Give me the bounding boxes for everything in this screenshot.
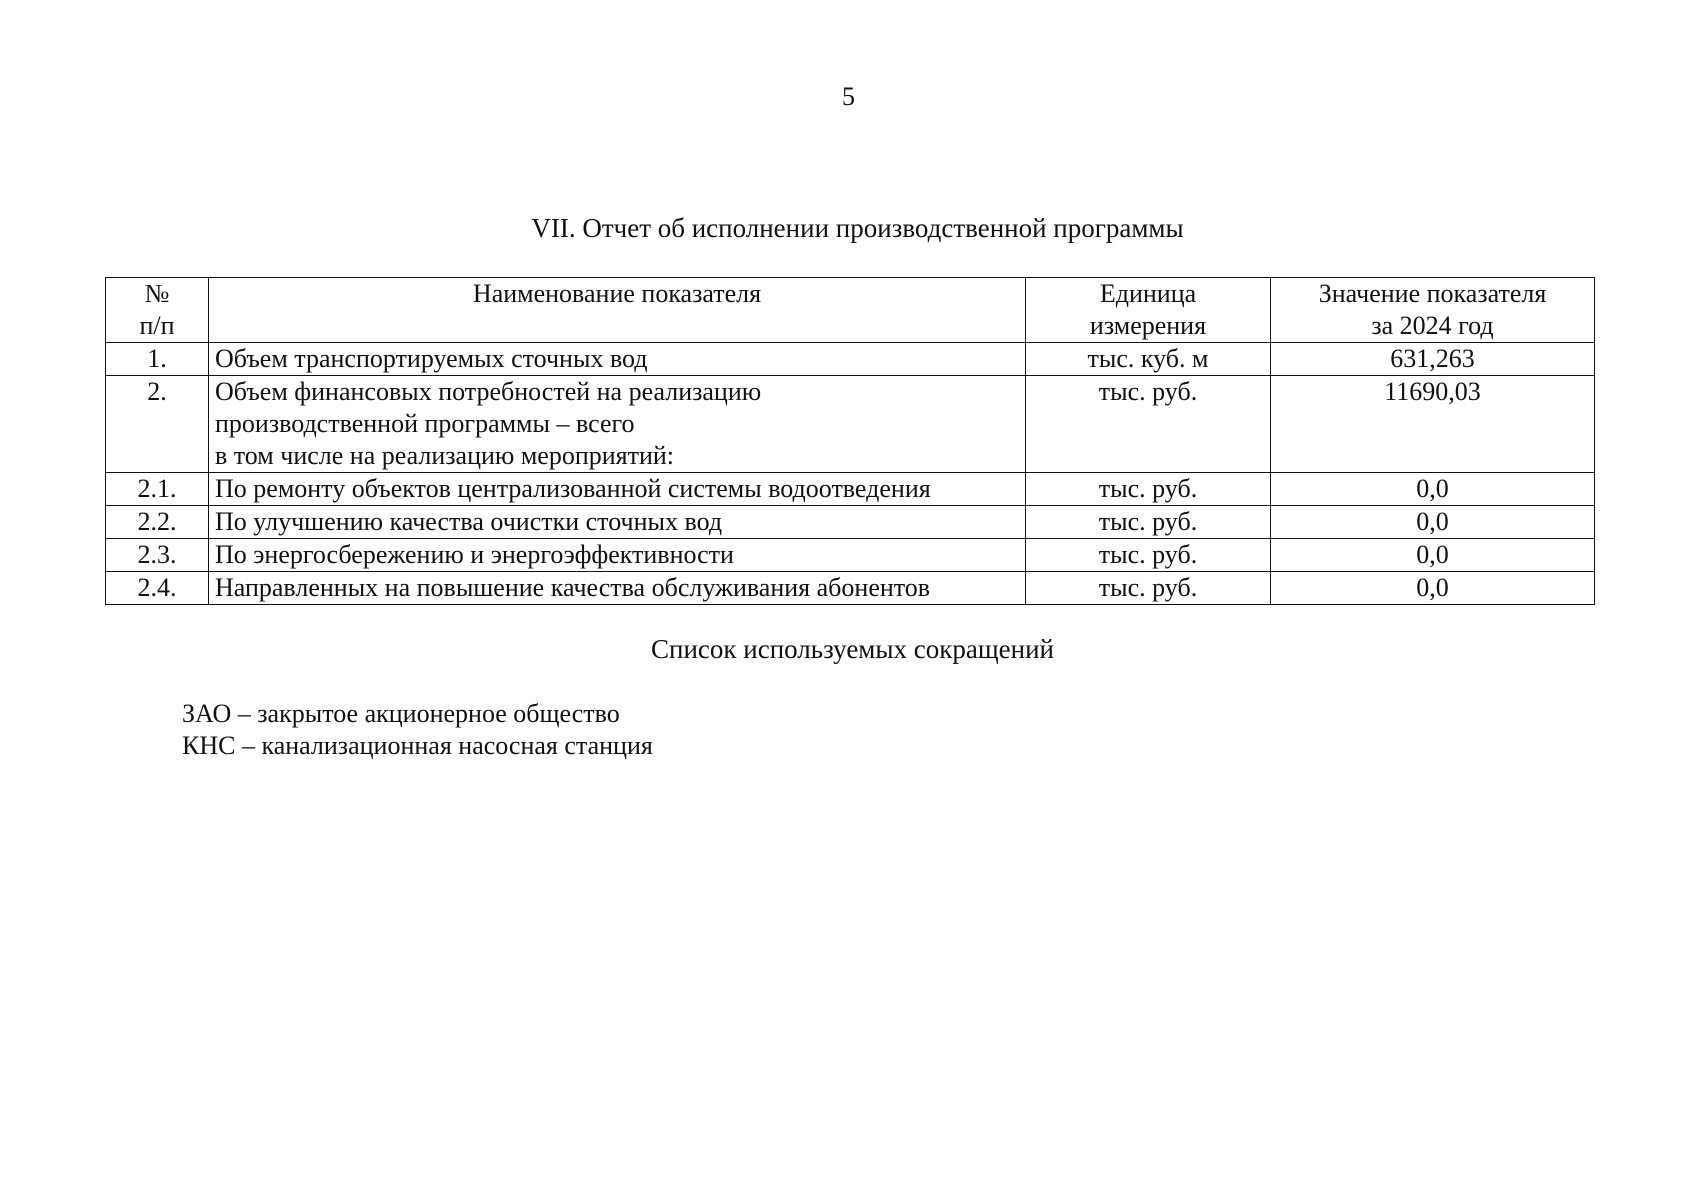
row-num: 1. [106, 343, 209, 376]
abbreviation-item: ЗАО – закрытое акционерное общество [182, 699, 620, 728]
row-name [209, 572, 1026, 605]
row-value: 0,0 [1271, 473, 1595, 506]
row-num: 2.4. [106, 572, 209, 605]
row-name [209, 539, 1026, 572]
row-name-line: Объем финансовых потребностей на реализацию [215, 377, 762, 406]
header-value-line2: за 2024 год [1371, 311, 1494, 340]
table-row [106, 376, 1595, 473]
row-name-line: Объем транспортируемых сточных вод [215, 344, 648, 373]
row-num: 2.2. [106, 506, 209, 539]
row-name [209, 376, 1026, 473]
row-value: 631,263 [1271, 343, 1595, 376]
table-header-row [106, 278, 1595, 343]
report-table [105, 277, 1595, 605]
header-value [1271, 278, 1595, 343]
abbreviation-item: КНС – канализационная насосная станция [182, 731, 653, 760]
header-unit-line1: Единица [1099, 279, 1197, 308]
row-num: 2. [106, 376, 209, 473]
row-name [209, 473, 1026, 506]
header-num-line1: № [144, 279, 170, 308]
row-num: 2.1. [106, 473, 209, 506]
row-value: 11690,03 [1271, 376, 1595, 473]
header-unit-line2: измерения [1089, 311, 1207, 340]
header-value-line1: Значение показателя [1318, 279, 1547, 308]
table-row [106, 473, 1595, 506]
abbreviations-title: Список используемых сокращений [651, 634, 1054, 664]
table-row [106, 572, 1595, 605]
row-unit: тыс. руб. [1026, 376, 1271, 473]
row-value: 0,0 [1271, 539, 1595, 572]
abbreviations-list [182, 698, 653, 762]
header-unit [1026, 278, 1271, 343]
header-name: Наименование показателя [209, 278, 1026, 343]
row-name [209, 506, 1026, 539]
row-value: 0,0 [1271, 572, 1595, 605]
row-unit: тыс. руб. [1026, 572, 1271, 605]
row-name-line: в том числе на реализацию мероприятий: [215, 441, 675, 470]
row-unit: тыс. руб. [1026, 506, 1271, 539]
row-unit: тыс. руб. [1026, 473, 1271, 506]
page-number: 5 [842, 82, 855, 111]
header-num-line2: п/п [139, 311, 175, 340]
row-name-line: производственной программы – всего [215, 409, 635, 438]
row-name-line: По энергосбережению и энергоэффективности [215, 540, 734, 569]
table-row [106, 506, 1595, 539]
row-unit: тыс. куб. м [1026, 343, 1271, 376]
row-name-line: Направленных на повышение качества обслуживания абонентов [215, 573, 931, 602]
row-name-line: По ремонту объектов централизованной системы водоотведения [215, 474, 931, 503]
row-unit: тыс. руб. [1026, 539, 1271, 572]
row-value: 0,0 [1271, 506, 1595, 539]
section-title: VII. Отчет об исполнении производственной программы [531, 213, 1184, 243]
table-row [106, 539, 1595, 572]
header-num [106, 278, 209, 343]
row-num: 2.3. [106, 539, 209, 572]
table-row [106, 343, 1595, 376]
row-name [209, 343, 1026, 376]
row-name-line: По улучшению качества очистки сточных вод [215, 507, 723, 536]
